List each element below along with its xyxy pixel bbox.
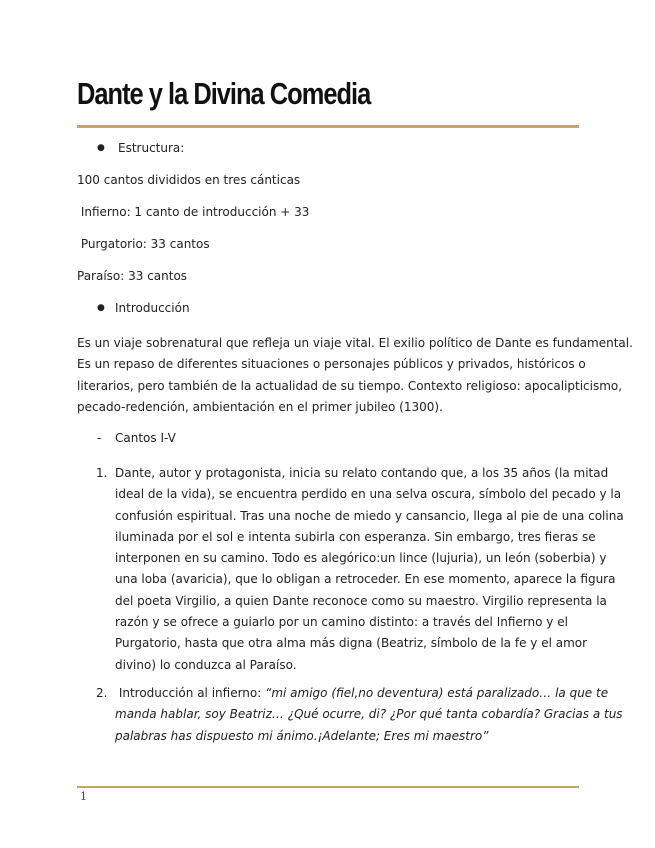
list-item-1 <box>115 463 624 676</box>
title-divider <box>77 125 579 128</box>
list-line: ideal de la vida), se encuentra perdido en una selva oscura, símbolo del pecado y la <box>115 487 622 502</box>
estructura-line: Infierno: 1 canto de introducción + 33 <box>77 205 310 219</box>
list-line: manda hablar, soy Beatriz… ¿Qué ocurre, di? ¿Por qué tanta cobardía? Gracias a tus <box>115 707 623 722</box>
list-line: iluminada por el sol e intenta subirla con esperanza. Sin embargo, tres fieras se <box>115 529 596 544</box>
list-line: Dante, autor y protagonista, inicia su relato contando que, a los 35 años (la mitad <box>115 466 609 480</box>
list-line: confusión espiritual. Tras una noche de miedo y cansancio, llega al pie de una colina <box>115 508 624 523</box>
item2-intro: Introducción al infierno: <box>115 686 266 700</box>
heading-estructura: Estructura: <box>118 141 185 155</box>
list-item-2 <box>115 683 623 747</box>
estructura-line: 100 cantos divididos en tres cánticas <box>77 173 301 187</box>
paragraph-line: Es un viaje sobrenatural que refleja un viaje vital. El exilio político de Dante es fundamental. <box>77 336 633 350</box>
list-number-2: 2. <box>96 686 108 700</box>
list-line: divino) lo conduzca al Paraíso. <box>115 657 297 672</box>
document-title: Dante y la Divina Comedia <box>77 76 371 111</box>
list-line: interponen en su camino. Todo es alegórico:un lince (lujuria), un león (soberbia) y <box>115 551 607 566</box>
heading-introduccion: Introducción <box>115 301 190 315</box>
dash-cantos: - <box>97 431 102 445</box>
item2-quote-start: “mi amigo (fiel,no deventura) está paralizado… la que te <box>265 686 609 700</box>
list-line: palabras has dispuesto mi ánimo.¡Adelante; Eres mi maestro” <box>115 728 489 743</box>
page-number: 1 <box>80 790 87 803</box>
list-number-1: 1. <box>96 466 108 480</box>
estructura-line: Purgatorio: 33 cantos <box>77 237 210 251</box>
introduccion-paragraph <box>77 333 633 418</box>
list-line <box>115 683 609 704</box>
bullet-introduccion: ● <box>97 303 105 313</box>
footer-divider <box>77 786 579 788</box>
list-line: del poeta Virgilio, a quien Dante reconoce como su maestro. Virgilio representa la <box>115 593 607 608</box>
heading-cantos: Cantos I-V <box>115 431 176 445</box>
paragraph-line: literarios, pero también de la actualidad de su tiempo. Contexto religioso: apocalipticismo, <box>77 378 623 393</box>
list-line: una loba (avaricia), que lo obligan a retroceder. En ese momento, aparece la figura <box>115 572 616 587</box>
paragraph-line: Es un repaso de diferentes situaciones o personajes públicos y privados, históricos o <box>77 357 586 372</box>
bullet-estructura: ● <box>97 143 105 153</box>
estructura-line: Paraíso: 33 cantos <box>77 269 188 283</box>
list-line: razón y se ofrece a guiarlo por un camino distinto: a través del Infierno y el <box>115 615 568 630</box>
list-line: Purgatorio, hasta que otra alma más digna (Beatriz, símbolo de la fe y el amor <box>115 636 588 651</box>
paragraph-line: pecado-redención, ambientación en el primer jubileo (1300). <box>77 399 443 414</box>
